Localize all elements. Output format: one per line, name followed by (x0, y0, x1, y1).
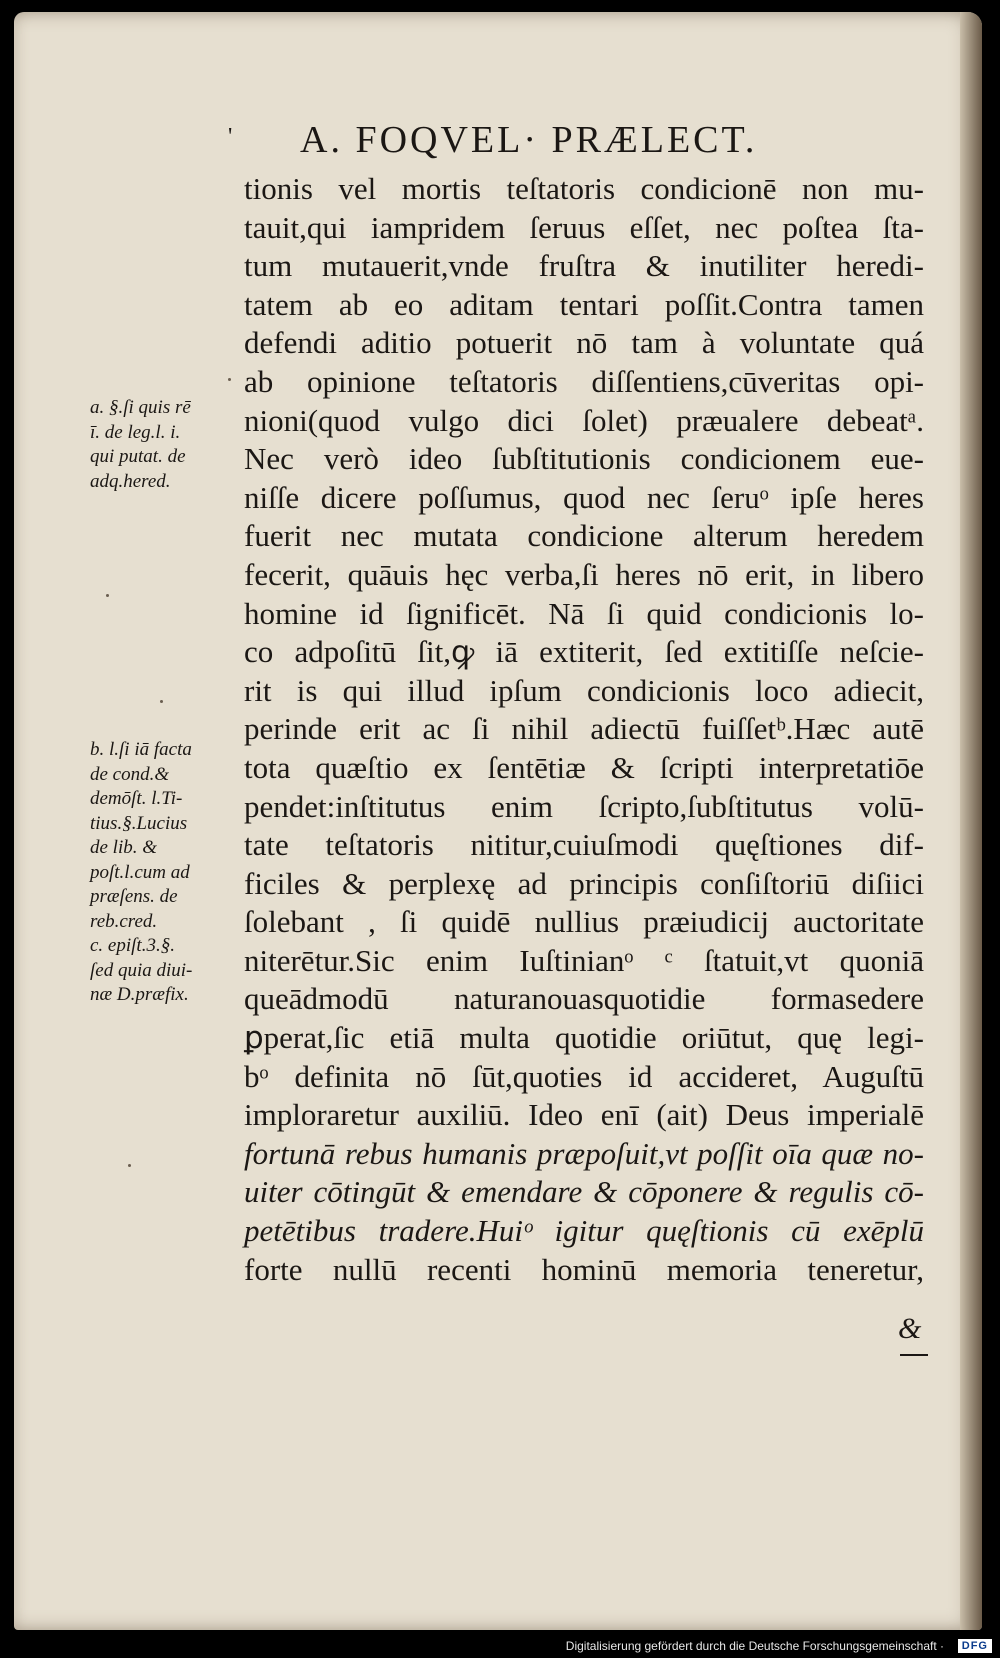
margin-note-line: c. epiſt.3.§. (90, 935, 175, 956)
margin-note-line: næ D.præfix. (90, 984, 189, 1005)
text-line: fortunā rebus humanis præpoſuit,vt poſſit oīa quæ no- (244, 1135, 924, 1171)
text-line: nioni(quod vulgo dici ſolet) præualere debeatᵃ. (244, 402, 924, 438)
text-line: tauit,qui iampridem ſeruus eſſet, nec poſtea ſta- (244, 209, 924, 245)
margin-note-line: præſens. de (90, 886, 178, 907)
margin-note-line: demōſt. l.Ti- (90, 788, 183, 809)
paper-speck (160, 700, 163, 703)
paper-speck (228, 378, 231, 381)
margin-note-line: poſt.l.cum ad (90, 861, 190, 883)
text-line: perinde erit ac ſi nihil adiectū fuiſſetᵇ.Hæc autē (244, 711, 924, 747)
margin-note-line: adq.hered. (90, 470, 171, 492)
text-line: bᵒ definita nō ſūt,quoties id accideret, Auguſtū (244, 1058, 924, 1094)
margin-note-line: de cond.& (90, 763, 170, 785)
margin-note-line: qui putat. de (90, 446, 186, 467)
margin-note-line: reb.cred. (90, 910, 158, 932)
text-line: ſolebant , ſi quidē nullius præiudicij auctoritate (244, 904, 924, 940)
text-line: imploraretur auxiliū. Ideo enī (ait) Deus imperialē (244, 1097, 924, 1133)
text-line: forte nullū recenti hominū memoria teneretur, (244, 1251, 924, 1287)
text-line: tionis vel mortis teſtatoris condicionē non mu- (244, 171, 924, 206)
text-line: ꝑperat,ſic etiā multa quotidie oriūtut, quę legi- (244, 1020, 924, 1056)
text-line: tate teſtatoris nititur,cuiuſmodi quęſtiones dif- (244, 827, 924, 863)
text-line: niſſe dicere poſſumus, quod nec ſeruᵒ ipſe heres (244, 479, 924, 515)
text-line: tum mutauerit,vnde fruſtra & inutiliter heredi- (244, 248, 924, 284)
margin-note-line: de lib. & (90, 837, 158, 858)
margin-note-line: ſed quia diui- (90, 959, 193, 981)
header-ornament: ' (228, 124, 233, 150)
text-line: fecerit, quāuis hęc verba,ſi heres nō erit, in libero (244, 556, 924, 592)
margin-note-line: ī. de leg.l. i. (90, 421, 181, 443)
text-line: tota quæſtio ex ſentētiæ & ſcripti interpretatiōe (244, 749, 924, 785)
text-line: niterētur.Sic enim Iuſtinianᵒ ᶜ ſtatuit,vt quoniā (244, 942, 924, 978)
text-line: pendet:inſtitutus enim ſcripto,ſubſtitutus volū- (244, 788, 924, 824)
text-line: rit is qui illud ipſum condicionis loco adiecit, (244, 672, 924, 708)
text-line: ab opinione teſtatoris diſſentiens,cūveritas opi- (244, 363, 924, 399)
text-line: co adpoſitū ſit,ꝙ iā extiterit, ſed extitiſſe neſcie- (244, 634, 924, 670)
footer-bar (0, 1630, 1000, 1658)
text-line: ficiles & perplexę ad principis conſiſtoriū diſiici (244, 865, 924, 901)
paper-speck (128, 1164, 131, 1167)
margin-note-line: a. §.ſi quis rē (90, 397, 191, 418)
text-line: uiter cōtingūt & emendare & cōponere & regulis cō- (244, 1174, 924, 1210)
catchword-rule (900, 1354, 928, 1356)
digitization-credit: Digitalisierung gefördert durch die Deutsche Forschungsgemeinschaft · (565, 1639, 944, 1653)
margin-note-line: b. l.ſi iā facta (90, 739, 192, 760)
dfg-logo: DFG (958, 1639, 992, 1653)
margin-note-a (90, 396, 240, 494)
paper-speck (106, 594, 109, 597)
main-text-block (244, 170, 924, 1289)
text-line: queādmodū naturanouasquotidie formasedere (244, 981, 924, 1017)
text-line: defendi aditio potuerit nō tam à voluntate quá (244, 325, 924, 361)
catchword: & (898, 1312, 922, 1345)
text-line: petētibus tradere.Huiᵒ igitur quęſtionis cū exēplū (244, 1213, 924, 1249)
margin-note-line: tius.§.Lucius (90, 812, 188, 834)
page-edge-shadow (960, 12, 982, 1630)
text-line: homine id ſignificēt. Nā ſi quid condicionis lo- (244, 595, 924, 631)
text-line: tatem ab eo aditam tentari poſſit.Contra tamen (244, 286, 924, 322)
running-title: A. FOQVEL· PRÆLECT. (300, 119, 758, 161)
text-line: fuerit nec mutata condicione alterum heredem (244, 518, 924, 554)
margin-note-b (90, 738, 240, 1008)
text-line: Nec verò ideo ſubſtitutionis condicionem eue- (244, 441, 924, 477)
